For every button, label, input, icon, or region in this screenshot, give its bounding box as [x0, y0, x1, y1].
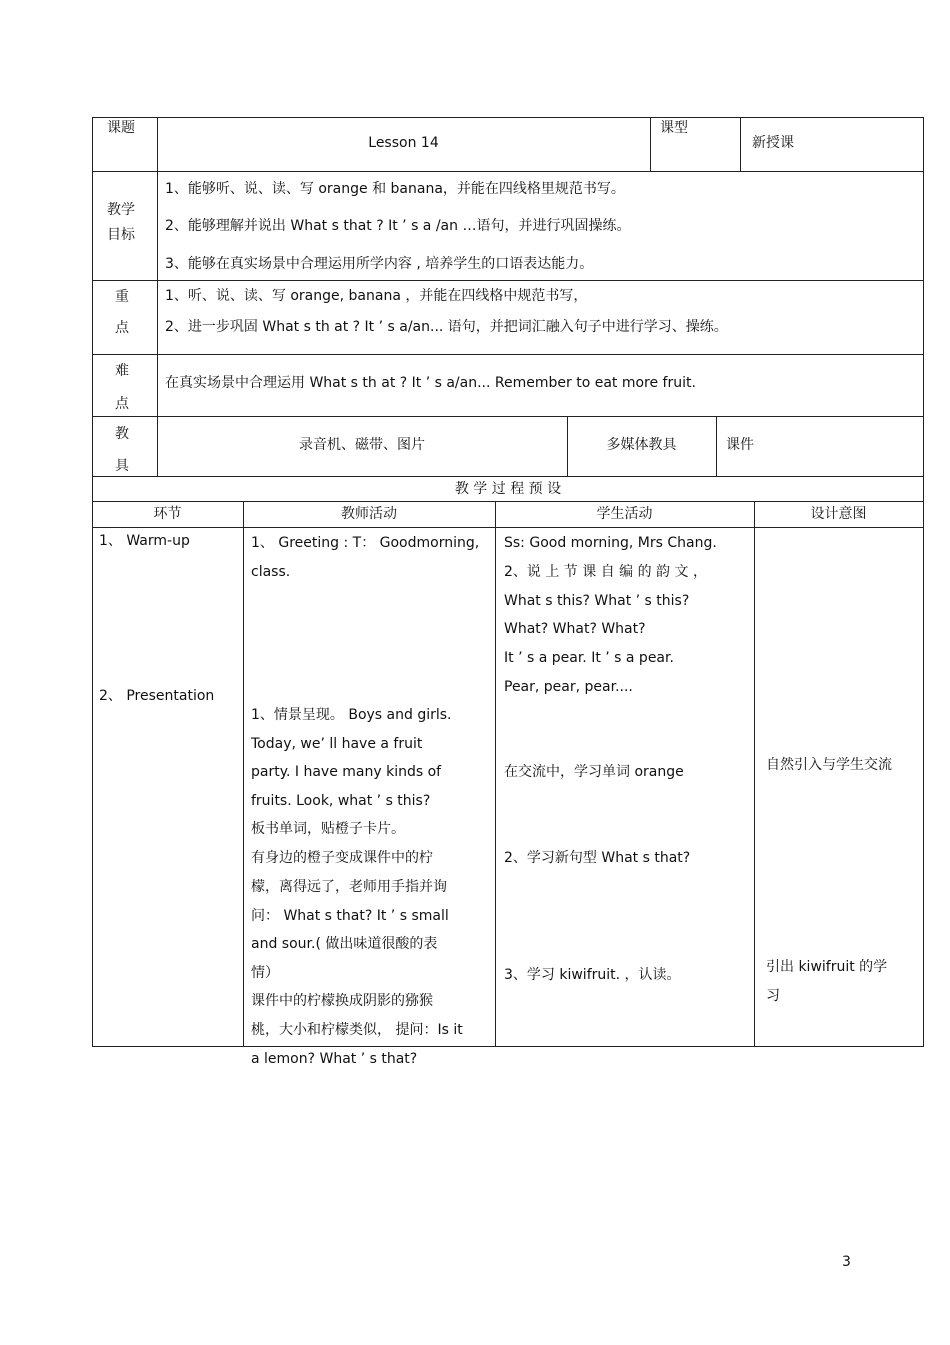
tools-value: 录音机、磁带、图片 [299, 437, 425, 453]
media-label: 多媒体教具 [606, 437, 677, 453]
goal-3: 3、能够在真实场景中合理运用所学内容 , 培养学生的口语表达能力。 [165, 256, 594, 272]
student-line: 2、学习新句型 What s that? [504, 850, 691, 866]
key-point-2: 2、进一步巩固 What s th at ? It ’ s a/an... 语句，并把词汇融入句子中进行学习、操练。 [165, 319, 728, 335]
teacher-line: fruits. Look, what ’ s this? [251, 793, 431, 809]
student-line: 3、学习 kiwifruit. ，认读。 [504, 967, 681, 983]
teacher-line: 课件中的柠檬换成阴影的猕猴 [251, 993, 433, 1009]
media-value: 课件 [726, 437, 754, 453]
key-label-1: 重 [115, 289, 129, 305]
difficult-text: 在真实场景中合理运用 What s th at ? It ’ s a/an... Remember to eat more fruit. [165, 375, 696, 391]
header-intent: 设计意图 [810, 506, 867, 522]
student-line: 2、说 上 节 课 自 编 的 韵 文 ， [504, 564, 707, 580]
teacher-line: and sour.( 做出味道很酸的表 [251, 936, 438, 952]
teacher-line: Today, we’ ll have a fruit [251, 736, 423, 752]
stage-presentation: 2、 Presentation [99, 688, 215, 704]
topic-label: 课题 [107, 120, 135, 136]
student-line: 在交流中，学习单词 orange [504, 764, 684, 780]
student-line: What? What? What? [504, 621, 646, 637]
intent-line: 习 [766, 988, 780, 1004]
process-title: 教 学 过 程 预 设 [454, 481, 562, 497]
teacher-line: 问： What s that? It ’ s small [251, 908, 449, 924]
teacher-line: 桃，大小和柠檬类似， 提问：Is it [251, 1022, 463, 1038]
difficult-label-2: 点 [115, 396, 129, 412]
tools-label-2: 具 [115, 458, 129, 474]
key-point-1: 1、听、说、读、写 orange, banana ，并能在四线格中规范书写， [165, 288, 588, 304]
header-stage: 环节 [153, 506, 182, 522]
intent-line: 自然引入与学生交流 [766, 757, 892, 773]
stage-warm-up: 1、 Warm-up [99, 533, 190, 549]
student-line: Ss: Good morning, Mrs Chang. [504, 535, 717, 551]
goal-1: 1、能够听、说、读、写 orange 和 banana，并能在四线格里规范书写。 [165, 181, 625, 197]
goals-label-2: 目标 [107, 227, 135, 243]
goal-2: 2、能够理解并说出 What s that ? It ’ s a /an …语句，并进行巩固操练。 [165, 218, 631, 234]
student-line: What s this? What ’ s this? [504, 593, 690, 609]
header-student: 学生活动 [596, 506, 653, 522]
student-line: It ’ s a pear. It ’ s a pear. [504, 650, 674, 666]
teacher-line: class. [251, 564, 291, 580]
type-value: 新授课 [752, 135, 794, 151]
header-teacher: 教师活动 [341, 506, 397, 522]
teacher-line: 1、 Greeting : T： Goodmorning, [251, 535, 480, 551]
teacher-line: a lemon? What ’ s that? [251, 1051, 418, 1067]
intent-line: 引出 kiwifruit 的学 [766, 959, 888, 975]
teacher-line: 檬，离得远了，老师用手指并询 [251, 879, 447, 895]
key-label-2: 点 [115, 320, 129, 336]
teacher-line: 板书单词，贴橙子卡片。 [251, 821, 405, 837]
page-number: 3 [842, 1254, 851, 1270]
goals-label-1: 教学 [107, 202, 135, 218]
teacher-line: 有身边的橙子变成课件中的柠 [251, 850, 433, 866]
topic-value: Lesson 14 [368, 135, 439, 151]
student-line: Pear, pear, pear.... [504, 679, 633, 695]
type-label: 课型 [660, 120, 688, 136]
teacher-line: 1、情景呈现。 Boys and girls. [251, 707, 452, 723]
teacher-line: 情） [251, 965, 279, 981]
difficult-label-1: 难 [115, 363, 129, 379]
tools-label-1: 教 [115, 426, 129, 442]
teacher-line: party. I have many kinds of [251, 764, 442, 780]
